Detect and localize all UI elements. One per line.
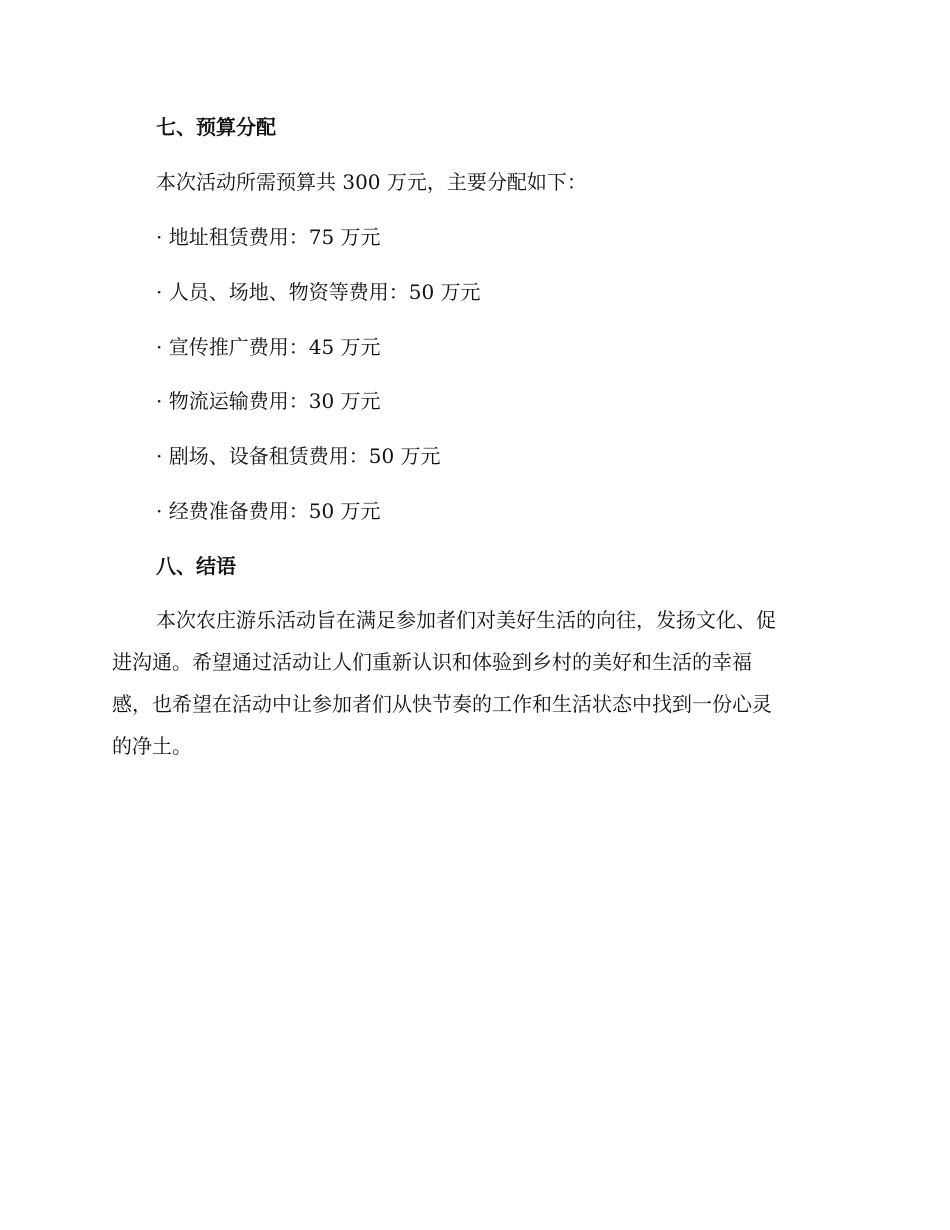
conclusion-line-3: 感，也希望在活动中让参加者们从快节奏的工作和生活状态中找到一份心灵 — [112, 692, 772, 716]
budget-item-theater-equipment: · 剧场、设备租赁费用：50 万元 — [156, 444, 441, 468]
budget-item-promotion: · 宣传推广费用：45 万元 — [156, 335, 381, 359]
conclusion-line-2: 进沟通。希望通过活动让人们重新认识和体验到乡村的美好和生活的幸福 — [112, 650, 752, 674]
section-heading-conclusion: 八、结语 — [156, 554, 236, 578]
budget-item-staff-venue-supplies: · 人员、场地、物资等费用：50 万元 — [156, 280, 481, 304]
conclusion-line-1: 本次农庄游乐活动旨在满足参加者们对美好生活的向往，发扬文化、促 — [156, 608, 776, 632]
budget-item-logistics: · 物流运输费用：30 万元 — [156, 389, 381, 413]
budget-item-reserve-fund: · 经费准备费用：50 万元 — [156, 499, 381, 523]
budget-intro: 本次活动所需预算共 300 万元，主要分配如下： — [156, 170, 587, 194]
budget-item-site-rental: · 地址租赁费用：75 万元 — [156, 225, 381, 249]
conclusion-line-4: 的净土。 — [112, 734, 192, 758]
section-heading-budget: 七、预算分配 — [156, 115, 276, 139]
